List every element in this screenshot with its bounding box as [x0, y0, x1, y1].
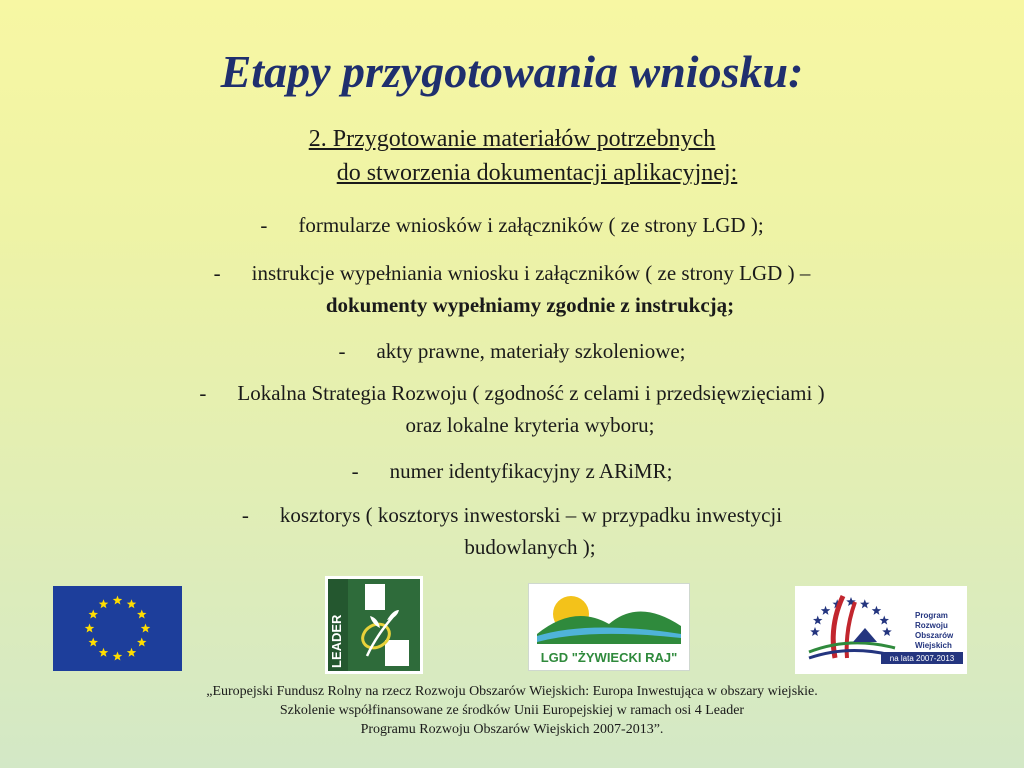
bullet-dash: - — [338, 339, 346, 363]
leader-logo — [325, 576, 423, 674]
prow-star-icon — [810, 627, 820, 636]
list-item-text: kosztorys ( kosztorys inwestorski – w przypadku inwestycji — [279, 503, 783, 527]
eu-star-icon — [137, 610, 147, 619]
list-item — [60, 499, 964, 563]
eu-star-icon — [127, 648, 137, 657]
subtitle-line-1: 2. Przygotowanie materiałów potrzebnych — [308, 126, 716, 152]
lgd-zywiecki-raj-logo — [528, 583, 690, 671]
list-item-text: instrukcje wypełniania wniosku i załączników ( ze strony LGD ) – — [251, 261, 811, 285]
prow-years: na lata 2007-2013 — [889, 654, 955, 663]
list-item — [60, 455, 964, 487]
eu-star-icon — [141, 624, 151, 633]
list-item-text: formularze wniosków i załączników ( ze strony LGD ); — [298, 213, 764, 237]
eu-star-icon — [113, 596, 123, 605]
eu-star-icon — [89, 610, 99, 619]
bullet-dash: - — [199, 381, 207, 405]
eu-star-icon — [85, 624, 95, 633]
list-item — [60, 377, 964, 441]
footer — [0, 682, 1024, 739]
list-item-bold-text: dokumenty wypełniamy zgodnie z instrukcją; — [325, 293, 735, 317]
lgd-logo-text: LGD "ŻYWIECKI RAJ" — [540, 650, 678, 665]
prow-emblem-icon — [795, 586, 967, 674]
eu-star-icon — [99, 599, 109, 608]
prow-line-3: Obszarów — [915, 631, 954, 640]
list-item-text: Lokalna Strategia Rozwoju ( zgodność z celami i przedsięwzięciami ) — [237, 381, 825, 405]
footer-line-3: Programu Rozwoju Obszarów Wiejskich 2007-2013”. — [360, 722, 664, 737]
list-item — [60, 209, 964, 241]
subtitle-line-2: do stworzenia dokumentacji aplikacyjnej: — [336, 160, 738, 186]
prow-star-icon — [872, 606, 882, 615]
eu-star-icon — [99, 648, 109, 657]
list-item-continuation: budowlanych ); — [464, 535, 596, 559]
list-item — [60, 257, 964, 321]
list-item — [60, 335, 964, 367]
bullet-dash: - — [351, 459, 359, 483]
prow-logo — [795, 586, 967, 674]
bullet-dash: - — [241, 503, 249, 527]
leader-emblem-icon — [325, 576, 423, 674]
eu-star-icon — [89, 638, 99, 647]
leader-logo-text: LEADER — [329, 614, 344, 668]
eu-star-icon — [113, 652, 123, 661]
eu-star-icon — [137, 638, 147, 647]
bullet-dash: - — [213, 261, 221, 285]
svg-text:Program Rozwoju Ob — [915, 611, 955, 650]
list-item-text: akty prawne, materiały szkoleniowe; — [376, 339, 686, 363]
list-item-continuation: oraz lokalne kryteria wyboru; — [405, 413, 655, 437]
prow-star-icon — [882, 627, 892, 636]
prow-star-icon — [813, 616, 823, 625]
prow-line-1: Program — [915, 611, 948, 620]
prow-star-icon — [880, 616, 890, 625]
prow-star-icon — [821, 606, 831, 615]
mountains-sun-icon — [529, 584, 689, 670]
prow-star-icon — [860, 599, 870, 608]
eu-flag-logo — [53, 586, 182, 671]
eu-stars-icon — [53, 586, 182, 671]
slide-title: Etapy przygotowania wniosku: — [220, 46, 804, 97]
list-item-text: numer identyfikacyjny z ARiMR; — [389, 459, 673, 483]
bullet-dash: - — [260, 213, 268, 237]
prow-line-4: Wiejskich — [915, 641, 952, 650]
footer-line-1: „Europejski Fundusz Rolny na rzecz Rozwoju Obszarów Wiejskich: Europa Inwestująca w obszary wiejskie. — [206, 684, 818, 699]
eu-star-icon — [127, 599, 137, 608]
prow-line-2: Rozwoju — [915, 621, 948, 630]
subtitle — [0, 122, 1024, 190]
footer-line-2: Szkolenie współfinansowane ze środków Unii Europejskiej w ramach osi 4 Leader — [279, 703, 745, 718]
